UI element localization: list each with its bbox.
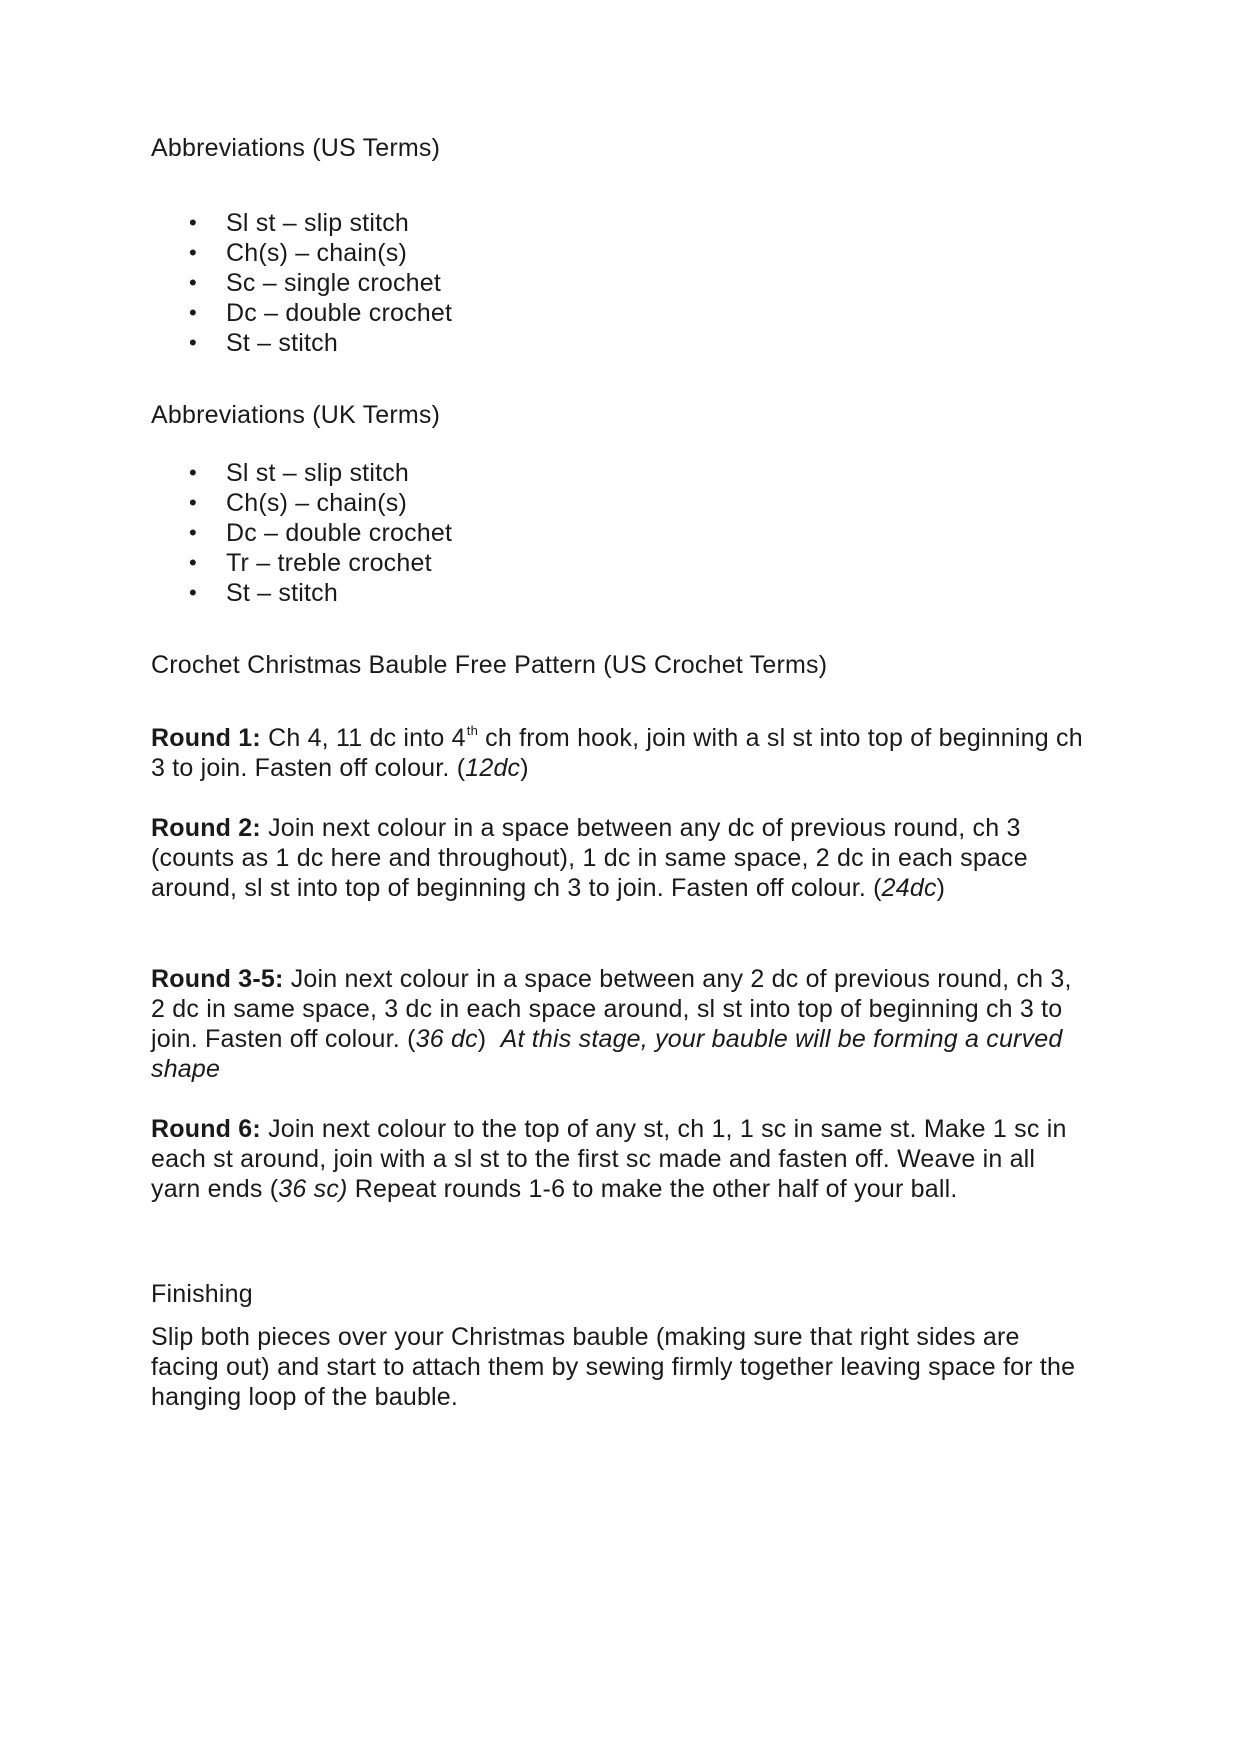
bullet-icon: • (189, 490, 197, 515)
round-3-5-stitch-count: 36 dc (415, 1025, 478, 1053)
list-item: • St – stitch (189, 329, 338, 357)
uk-abbreviations-list (151, 458, 452, 608)
list-item: • Tr – treble crochet (189, 549, 432, 577)
bullet-icon: • (189, 300, 197, 325)
list-item: • Dc – double crochet (189, 299, 453, 327)
round-1-stitch-count: 12dc (465, 754, 521, 782)
bullet-icon: • (189, 240, 197, 265)
uk-abbreviations-heading: Abbreviations (UK Terms) (151, 401, 441, 429)
round-6-label: Round 6: (151, 1115, 261, 1143)
list-item: • Ch(s) – chain(s) (189, 489, 408, 517)
bullet-icon: • (189, 330, 197, 355)
round-1-label: Round 1: (151, 724, 261, 752)
us-abbreviations-heading: Abbreviations (US Terms) (151, 134, 441, 162)
round-3-5-note: At this stage, your bauble will be forming a curved shape (151, 1025, 1063, 1083)
ordinal-suffix: th (466, 723, 479, 738)
bullet-icon: • (189, 580, 197, 605)
list-item: • Sl st – slip stitch (189, 459, 410, 487)
list-item: • Sl st – slip stitch (189, 209, 410, 237)
bullet-icon: • (189, 550, 197, 575)
bullet-icon: • (189, 210, 197, 235)
bullet-icon: • (189, 520, 197, 545)
pattern-title: Crochet Christmas Bauble Free Pattern (US Crochet Terms) (151, 651, 828, 679)
finishing-heading: Finishing (151, 1280, 253, 1308)
list-item: • Dc – double crochet (189, 519, 453, 547)
round-6-stitch-count: 36 sc) (278, 1175, 348, 1203)
round-2-instruction: Round 2: Join next colour in a space between any dc of previous round, ch 3 (counts as 1 dc here and throughout), 1 dc in same space, 2 dc in each space around, sl st into top of beginning ch 3 to join. Fasten off colour. (24dc) (151, 814, 1028, 902)
round-2-label: Round 2: (151, 814, 261, 842)
round-2-stitch-count: 24dc (881, 874, 937, 902)
bullet-icon: • (189, 270, 197, 295)
list-item: • Ch(s) – chain(s) (189, 239, 408, 267)
us-abbreviations-list (151, 208, 452, 358)
list-item: • St – stitch (189, 579, 338, 607)
finishing-text: Slip both pieces over your Christmas bauble (making sure that right sides are facing out) and start to attach them by sewing firmly together leaving space for the hanging loop of the bauble. (151, 1323, 1076, 1411)
bullet-icon: • (189, 460, 197, 485)
round-3-5-instruction: Round 3-5: Join next colour in a space between any 2 dc of previous round, ch 3, 2 dc in same space, 3 dc in each space around, sl st into top of beginning ch 3 to join. Fasten off colour. (36 dc) At this stage, your bauble will be forming a curved shape (151, 965, 1072, 1083)
round-1-instruction: Round 1: Ch 4, 11 dc into 4th ch from hook, join with a sl st into top of beginning ch 3 to join. Fasten off colour. (12dc) (151, 723, 1083, 782)
round-6-instruction: Round 6: Join next colour to the top of any st, ch 1, 1 sc in same st. Make 1 sc in each st around, join with a sl st to the first sc made and fasten off. Weave in all yarn ends (36 sc) Repeat rounds 1-6 to make the other half of your ball. (151, 1115, 1067, 1203)
list-item: • Sc – single crochet (189, 269, 442, 297)
round-3-5-label: Round 3-5: (151, 965, 284, 993)
